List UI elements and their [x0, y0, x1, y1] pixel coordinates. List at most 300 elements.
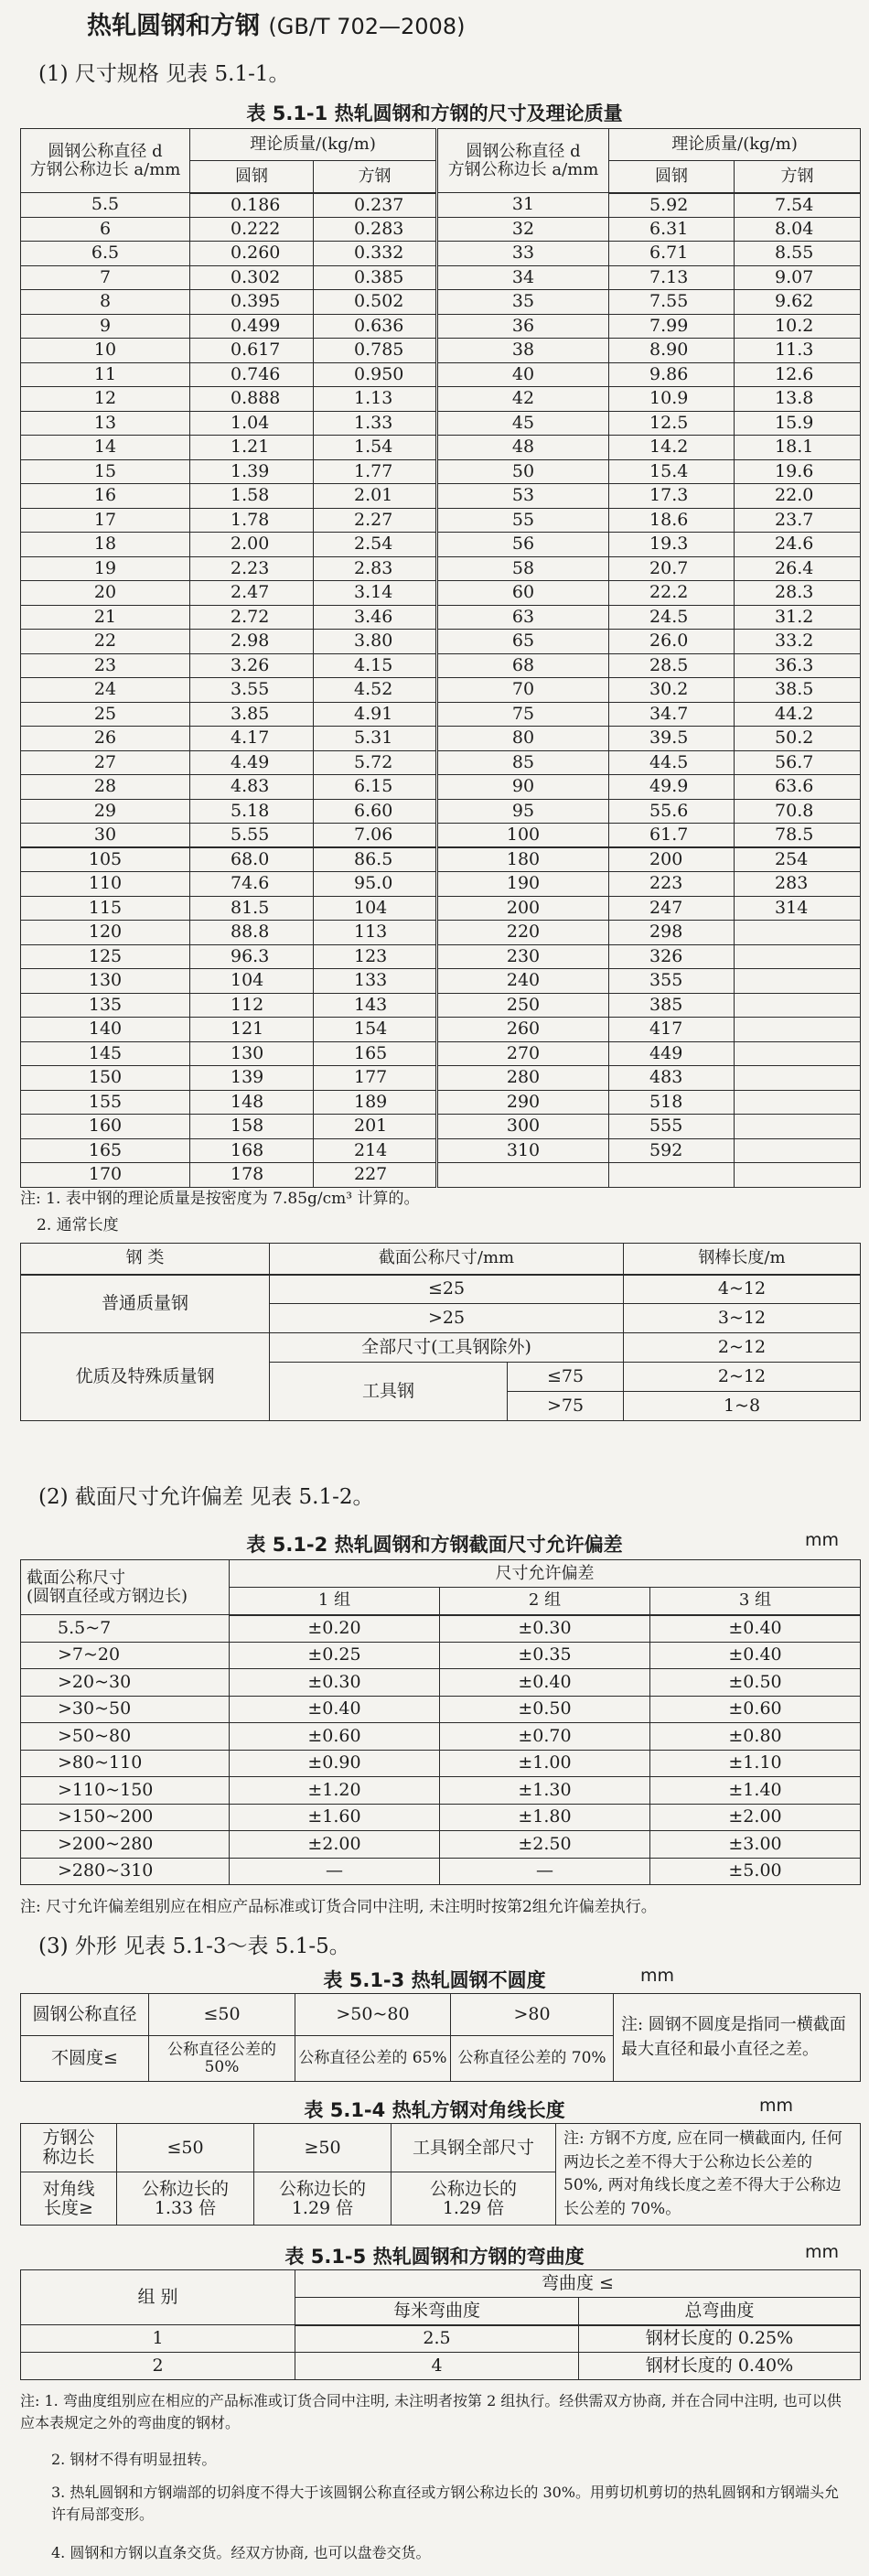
table-5-1-3-caption: 表 5.1-3 热轧圆钢不圆度 — [323, 1969, 546, 1991]
square-mass-cell: 6.60 — [314, 799, 437, 824]
tolerance-cell: ±1.60 — [230, 1804, 440, 1831]
square-bar-header: 方钢 — [314, 161, 437, 193]
square-mass-cell — [735, 993, 861, 1018]
size-cell: ≤75 — [508, 1363, 624, 1392]
table-row — [21, 436, 861, 460]
size-cell: 200 — [437, 896, 609, 921]
size-cell: 220 — [437, 921, 609, 945]
square-mass-cell: 28.3 — [735, 581, 861, 606]
range-1: ≤50 — [149, 1994, 295, 2036]
length-cell: 2~12 — [624, 1363, 861, 1392]
section-1-heading: (1) 尺寸规格 见表 5.1-1。 — [38, 62, 290, 86]
square-mass-cell: 5.72 — [314, 750, 437, 775]
table-row — [21, 533, 861, 557]
table-row — [21, 1696, 861, 1723]
square-mass-cell: 0.950 — [314, 362, 437, 387]
roundness-table — [20, 1993, 861, 2082]
tolerance-cell: ±0.70 — [440, 1723, 650, 1751]
square-mass-cell: 33.2 — [735, 630, 861, 654]
round-mass-cell: 518 — [609, 1090, 735, 1115]
round-mass-cell: 15.4 — [609, 459, 735, 484]
mass-header: 理论质量/(kg/m) — [190, 129, 437, 161]
table-5-1-2-unit: mm — [805, 1530, 840, 1550]
diagonal-value: 公称边长的 1.29 倍 — [254, 2172, 392, 2226]
square-mass-cell: 123 — [314, 944, 437, 969]
round-mass-cell: 18.6 — [609, 508, 735, 533]
size-cell: 12 — [21, 387, 190, 412]
size-cell: 55 — [437, 508, 609, 533]
size-cell: 110 — [21, 872, 190, 897]
round-mass-cell: 1.78 — [190, 508, 314, 533]
square-mass-cell: 63.6 — [735, 775, 861, 800]
table-row — [21, 265, 861, 290]
round-mass-cell: 12.5 — [609, 411, 735, 436]
size-range-cell: 5.5~7 — [21, 1615, 230, 1643]
square-mass-cell: 4.15 — [314, 653, 437, 678]
tolerance-cell: ±1.10 — [650, 1750, 861, 1777]
size-cell: 19 — [21, 556, 190, 581]
group-header: 组 别 — [21, 2270, 295, 2325]
size-cell: 45 — [437, 411, 609, 436]
end-note-1: 注: 1. 弯曲度组别应在相应的产品标准或订货合同中注明, 未注明者按第 2 组执行。经供需双方协商, 并在合同中注明, 也可以供应本表规定之外的弯曲度的钢材。 — [20, 2392, 842, 2431]
size-range-cell: >7~20 — [21, 1642, 230, 1669]
round-mass-cell: 2.00 — [190, 533, 314, 557]
size-cell: 125 — [21, 944, 190, 969]
round-mass-cell: 2.23 — [190, 556, 314, 581]
round-mass-cell: 247 — [609, 896, 735, 921]
square-mass-cell: 26.4 — [735, 556, 861, 581]
table-row — [21, 1615, 861, 1643]
group-2-header: 2 组 — [440, 1588, 650, 1615]
square-mass-cell: 10.2 — [735, 314, 861, 339]
per-meter-cell: 4 — [295, 2353, 579, 2380]
table-row — [21, 387, 861, 412]
round-mass-cell: 121 — [190, 1018, 314, 1042]
round-mass-cell: 4.17 — [190, 727, 314, 751]
round-mass-cell: 483 — [609, 1066, 735, 1091]
round-mass-cell: 112 — [190, 993, 314, 1018]
round-mass-cell: 5.55 — [190, 824, 314, 848]
total-cell: 钢材长度的 0.25% — [579, 2325, 861, 2353]
round-mass-cell: 0.186 — [190, 193, 314, 218]
table-row — [21, 775, 861, 800]
size-cell: 95 — [437, 799, 609, 824]
size-cell: 230 — [437, 944, 609, 969]
size-range-cell: >50~80 — [21, 1723, 230, 1751]
section-size-header: 截面公称尺寸/mm — [270, 1244, 624, 1275]
table-row — [21, 678, 861, 703]
tolerance-cell: ±0.30 — [440, 1615, 650, 1643]
size-cell: 30 — [21, 824, 190, 848]
square-mass-cell: 19.6 — [735, 459, 861, 484]
table-row — [21, 556, 861, 581]
tolerance-cell: ±0.50 — [440, 1696, 650, 1723]
size-cell: 170 — [21, 1163, 190, 1188]
table-5-1-4-caption: 表 5.1-4 热轧方钢对角线长度 — [304, 2099, 565, 2121]
size-cell: ≤25 — [270, 1275, 624, 1304]
round-mass-cell: 81.5 — [190, 896, 314, 921]
table-row — [21, 193, 861, 218]
size-cell: 13 — [21, 411, 190, 436]
square-mass-cell — [735, 921, 861, 945]
square-mass-cell: 143 — [314, 993, 437, 1018]
round-mass-cell: 6.71 — [609, 242, 735, 266]
round-mass-cell: 0.260 — [190, 242, 314, 266]
table-row — [21, 459, 861, 484]
table-5-1-2-caption: 表 5.1-2 热轧圆钢和方钢截面尺寸允许偏差 — [246, 1534, 623, 1556]
side-length-label: 方钢公 称边长 — [21, 2124, 117, 2172]
total-header: 总弯曲度 — [579, 2298, 861, 2325]
roundness-value: 公称直径公差的 70% — [451, 2036, 614, 2082]
size-cell: 21 — [21, 605, 190, 630]
size-cell: 270 — [437, 1041, 609, 1066]
table-row — [21, 727, 861, 751]
size-cell: 11 — [21, 362, 190, 387]
round-mass-cell: 17.3 — [609, 484, 735, 509]
tolerance-cell: ±1.20 — [230, 1777, 440, 1805]
square-mass-cell: 1.54 — [314, 436, 437, 460]
round-mass-cell: 7.13 — [609, 265, 735, 290]
round-mass-cell: 34.7 — [609, 702, 735, 727]
table-row — [21, 2353, 861, 2380]
round-mass-cell: 8.90 — [609, 339, 735, 363]
round-mass-cell: 26.0 — [609, 630, 735, 654]
table-row — [21, 2325, 861, 2353]
size-cell: 35 — [437, 290, 609, 315]
tolerance-header: 尺寸允许偏差 — [230, 1560, 861, 1588]
table-row — [21, 1777, 861, 1805]
square-mass-cell: 0.283 — [314, 217, 437, 242]
table-5-1-3-unit: mm — [640, 1966, 675, 1986]
bending-table — [20, 2269, 861, 2380]
round-mass-cell — [609, 1163, 735, 1188]
size-cell: 50 — [437, 459, 609, 484]
square-mass-cell: 8.04 — [735, 217, 861, 242]
table-row — [21, 1115, 861, 1139]
square-mass-cell: 3.46 — [314, 605, 437, 630]
tolerance-table — [20, 1559, 861, 1885]
size-cell: 27 — [21, 750, 190, 775]
size-cell: 135 — [21, 993, 190, 1018]
roundness-label: 不圆度≤ — [21, 2036, 149, 2082]
square-mass-cell — [735, 1115, 861, 1139]
table-row — [21, 290, 861, 315]
square-mass-cell: 36.3 — [735, 653, 861, 678]
section-3-heading: (3) 外形 见表 5.1-3～表 5.1-5。 — [38, 1935, 350, 1958]
length-cell: 3~12 — [624, 1304, 861, 1333]
square-mass-cell: 11.3 — [735, 339, 861, 363]
round-mass-cell: 1.04 — [190, 411, 314, 436]
squareness-remark: 注: 方钢不方度, 应在同一横截面内, 任何两边长之差不得大于公称边长公差的 50%, 两对角线长度之差不得大于公称边长公差的 70%。 — [556, 2124, 861, 2226]
size-range-cell: >150~200 — [21, 1804, 230, 1831]
round-mass-cell: 14.2 — [609, 436, 735, 460]
round-mass-cell: 20.7 — [609, 556, 735, 581]
group-cell: 1 — [21, 2325, 295, 2353]
round-mass-cell: 158 — [190, 1115, 314, 1139]
round-mass-cell: 5.18 — [190, 799, 314, 824]
round-mass-cell: 49.9 — [609, 775, 735, 800]
square-mass-cell: 6.15 — [314, 775, 437, 800]
length-header: 钢棒长度/m — [624, 1244, 861, 1275]
range-1: ≤50 — [117, 2124, 254, 2172]
size-cell: 42 — [437, 387, 609, 412]
round-mass-cell: 2.72 — [190, 605, 314, 630]
size-cell: 5.5 — [21, 193, 190, 218]
square-mass-cell: 214 — [314, 1138, 437, 1163]
size-cell: 40 — [437, 362, 609, 387]
size-cell: 32 — [437, 217, 609, 242]
size-cell: 20 — [21, 581, 190, 606]
size-cell: 23 — [21, 653, 190, 678]
round-mass-cell: 178 — [190, 1163, 314, 1188]
size-cell: 26 — [21, 727, 190, 751]
tolerance-cell: ±1.00 — [440, 1750, 650, 1777]
round-mass-cell: 0.395 — [190, 290, 314, 315]
size-cell: 63 — [437, 605, 609, 630]
tolerance-cell: ±0.90 — [230, 1750, 440, 1777]
table-row — [21, 1804, 861, 1831]
table-row — [21, 896, 861, 921]
round-mass-cell: 1.39 — [190, 459, 314, 484]
square-mass-cell: 2.54 — [314, 533, 437, 557]
square-mass-cell: 0.237 — [314, 193, 437, 218]
size-cell: 10 — [21, 339, 190, 363]
square-mass-cell: 50.2 — [735, 727, 861, 751]
round-bar-header-right: 圆钢 — [609, 161, 735, 193]
size-cell — [437, 1163, 609, 1188]
table-row — [21, 1831, 861, 1859]
tolerance-cell: ±3.00 — [650, 1831, 861, 1859]
diameter-label: 圆钢公称直径 — [21, 1994, 149, 2036]
table-row — [21, 750, 861, 775]
square-mass-cell: 133 — [314, 969, 437, 994]
tolerance-cell: ±1.30 — [440, 1777, 650, 1805]
square-mass-cell: 2.01 — [314, 484, 437, 509]
square-mass-cell: 1.13 — [314, 387, 437, 412]
per-meter-cell: 2.5 — [295, 2325, 579, 2353]
table-row — [21, 702, 861, 727]
round-mass-cell: 449 — [609, 1041, 735, 1066]
square-mass-cell: 31.2 — [735, 605, 861, 630]
square-mass-cell: 4.52 — [314, 678, 437, 703]
size-cell: 31 — [437, 193, 609, 218]
square-mass-cell: 7.06 — [314, 824, 437, 848]
size-cell: >75 — [508, 1392, 624, 1421]
tolerance-cell: ±0.40 — [650, 1615, 861, 1643]
size-cell: 115 — [21, 896, 190, 921]
table-5-1-2-note: 注: 尺寸允许偏差组别应在相应产品标准或订货合同中注明, 未注明时按第2组允许偏差执行。 — [20, 1898, 657, 1916]
page-title — [87, 5, 465, 41]
size-cell: 140 — [21, 1018, 190, 1042]
quality-steel: 优质及特殊质量钢 — [21, 1333, 270, 1421]
square-mass-cell — [735, 1138, 861, 1163]
round-mass-cell: 24.5 — [609, 605, 735, 630]
standard-code: (GB/T 702—2008) — [268, 14, 466, 39]
table-row — [21, 630, 861, 654]
tolerance-cell: ±5.00 — [650, 1858, 861, 1885]
square-mass-cell: 8.55 — [735, 242, 861, 266]
square-mass-cell — [735, 944, 861, 969]
round-mass-cell: 5.92 — [609, 193, 735, 218]
square-mass-cell — [735, 1163, 861, 1188]
size-cell: 60 — [437, 581, 609, 606]
range-3: >80 — [451, 1994, 614, 2036]
round-mass-cell: 1.58 — [190, 484, 314, 509]
size-cell: 160 — [21, 1115, 190, 1139]
round-mass-cell: 61.7 — [609, 824, 735, 848]
square-mass-cell: 56.7 — [735, 750, 861, 775]
size-cell: 7 — [21, 265, 190, 290]
table-row — [21, 1066, 861, 1091]
table-row — [21, 1858, 861, 1885]
size-cell: 33 — [437, 242, 609, 266]
round-mass-cell: 200 — [609, 847, 735, 872]
square-mass-cell: 2.83 — [314, 556, 437, 581]
size-cell: 28 — [21, 775, 190, 800]
round-mass-cell: 3.26 — [190, 653, 314, 678]
size-cell: 155 — [21, 1090, 190, 1115]
round-mass-cell: 0.222 — [190, 217, 314, 242]
tolerance-cell: ±0.80 — [650, 1723, 861, 1751]
roundness-remark: 注: 圆钢不圆度是指同一横截面最大直径和最小直径之差。 — [614, 1994, 861, 2082]
round-mass-cell: 130 — [190, 1041, 314, 1066]
size-cell: 165 — [21, 1138, 190, 1163]
table-row — [21, 799, 861, 824]
table-row — [21, 824, 861, 848]
round-mass-cell: 0.617 — [190, 339, 314, 363]
table-row — [21, 969, 861, 994]
round-mass-cell: 555 — [609, 1115, 735, 1139]
tolerance-cell: ±2.00 — [650, 1804, 861, 1831]
total-cell: 钢材长度的 0.40% — [579, 2353, 861, 2380]
tolerance-cell: ±0.25 — [230, 1642, 440, 1669]
size-range-cell: >30~50 — [21, 1696, 230, 1723]
round-mass-cell: 355 — [609, 969, 735, 994]
square-mass-cell: 0.332 — [314, 242, 437, 266]
size-cell: 280 — [437, 1066, 609, 1091]
diagonal-label: 对角线 长度≥ — [21, 2172, 117, 2226]
size-cell: 250 — [437, 993, 609, 1018]
group-cell: 2 — [21, 2353, 295, 2380]
size-cell: 6 — [21, 217, 190, 242]
tolerance-cell: ±0.30 — [230, 1669, 440, 1697]
bending-header: 弯曲度 ≤ — [295, 2270, 861, 2298]
tolerance-cell: ±0.40 — [440, 1669, 650, 1697]
round-mass-cell: 592 — [609, 1138, 735, 1163]
round-mass-cell: 104 — [190, 969, 314, 994]
size-range-cell: >200~280 — [21, 1831, 230, 1859]
size-header: 圆钢公称直径 d 方钢公称边长 a/mm — [21, 129, 190, 193]
size-cell: 58 — [437, 556, 609, 581]
round-mass-cell: 44.5 — [609, 750, 735, 775]
tolerance-cell: ±0.20 — [230, 1615, 440, 1643]
table-row — [21, 1138, 861, 1163]
table-row — [21, 921, 861, 945]
square-mass-cell: 44.2 — [735, 702, 861, 727]
size-cell: 190 — [437, 872, 609, 897]
square-mass-cell: 22.0 — [735, 484, 861, 509]
diagonal-value: 公称边长的 1.33 倍 — [117, 2172, 254, 2226]
size-range-cell: >280~310 — [21, 1858, 230, 1885]
round-mass-cell: 0.888 — [190, 387, 314, 412]
table-row — [21, 993, 861, 1018]
kind-header: 钢 类 — [21, 1244, 270, 1275]
size-cell: 105 — [21, 847, 190, 872]
size-header-right: 圆钢公称直径 d 方钢公称边长 a/mm — [437, 129, 609, 193]
round-mass-cell: 10.9 — [609, 387, 735, 412]
round-mass-cell: 88.8 — [190, 921, 314, 945]
square-mass-cell: 0.636 — [314, 314, 437, 339]
size-cell: 300 — [437, 1115, 609, 1139]
round-mass-cell: 417 — [609, 1018, 735, 1042]
round-mass-cell: 0.302 — [190, 265, 314, 290]
square-mass-cell — [735, 1018, 861, 1042]
round-mass-cell: 74.6 — [190, 872, 314, 897]
length-table — [20, 1243, 861, 1421]
tolerance-cell: ±0.60 — [650, 1696, 861, 1723]
size-cell: 80 — [437, 727, 609, 751]
table-row — [21, 1723, 861, 1751]
table-5-1-5-caption: 表 5.1-5 热轧圆钢和方钢的弯曲度 — [284, 2246, 585, 2268]
table-row — [21, 362, 861, 387]
table-5-1-5-unit: mm — [805, 2242, 840, 2262]
table-note-2: 2. 通常长度 — [37, 1216, 119, 1234]
per-meter-header: 每米弯曲度 — [295, 2298, 579, 2325]
size-cell: 16 — [21, 484, 190, 509]
size-cell: 260 — [437, 1018, 609, 1042]
round-mass-cell: 2.98 — [190, 630, 314, 654]
size-cell: 8 — [21, 290, 190, 315]
size-cell: 38 — [437, 339, 609, 363]
square-mass-cell: 24.6 — [735, 533, 861, 557]
size-cell: 70 — [437, 678, 609, 703]
size-cell: 145 — [21, 1041, 190, 1066]
round-mass-cell: 0.746 — [190, 362, 314, 387]
table-note-1: 注: 1. 表中钢的理论质量是按密度为 7.85g/cm³ 计算的。 — [20, 1190, 420, 1208]
tolerance-cell: ±0.60 — [230, 1723, 440, 1751]
size-cell: 56 — [437, 533, 609, 557]
table-5-1-4-unit: mm — [759, 2096, 794, 2116]
size-cell: 6.5 — [21, 242, 190, 266]
round-mass-cell: 4.83 — [190, 775, 314, 800]
tolerance-cell: ±2.50 — [440, 1831, 650, 1859]
size-cell: 53 — [437, 484, 609, 509]
square-mass-cell: 12.6 — [735, 362, 861, 387]
range-2: ≥50 — [254, 2124, 392, 2172]
tolerance-cell: — — [440, 1858, 650, 1885]
round-mass-cell: 3.85 — [190, 702, 314, 727]
table-row — [21, 1090, 861, 1115]
square-mass-cell — [735, 1090, 861, 1115]
size-cell: 24 — [21, 678, 190, 703]
table-row — [21, 1163, 861, 1188]
size-range-cell: >20~30 — [21, 1669, 230, 1697]
table-row — [21, 217, 861, 242]
size-cell: 130 — [21, 969, 190, 994]
size-cell: 17 — [21, 508, 190, 533]
table-5-1-1-caption: 表 5.1-1 热轧圆钢和方钢的尺寸及理论质量 — [246, 102, 623, 124]
round-mass-cell: 0.499 — [190, 314, 314, 339]
size-cell: 180 — [437, 847, 609, 872]
round-mass-cell: 326 — [609, 944, 735, 969]
square-mass-cell: 9.07 — [735, 265, 861, 290]
square-mass-cell: 0.385 — [314, 265, 437, 290]
square-mass-cell — [735, 1066, 861, 1091]
length-cell: 4~12 — [624, 1275, 861, 1304]
size-cell: 15 — [21, 459, 190, 484]
group-1-header: 1 组 — [230, 1588, 440, 1615]
table-row — [21, 1018, 861, 1042]
